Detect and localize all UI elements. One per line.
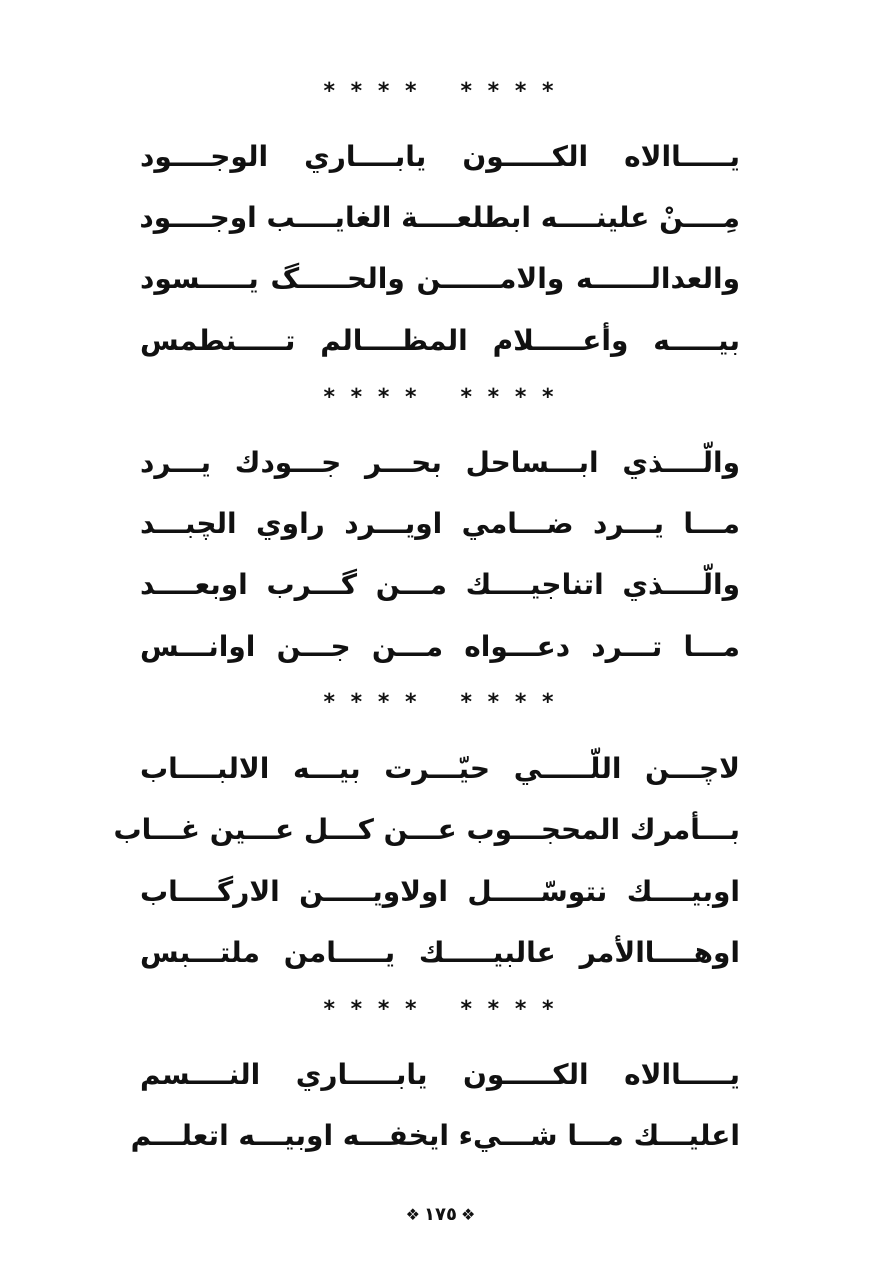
star-separator xyxy=(0,80,881,104)
verse-line: والعدالــــــه والامــــــن والحـــــگ يـــــسود xyxy=(140,262,740,295)
star-group-right: * * * * xyxy=(323,79,421,104)
verse-line: يـــــاالاه الكـــــون يابــــاري الوجــــود xyxy=(140,140,740,173)
ornament-icon: ❖ xyxy=(405,1205,421,1224)
verse-line: اوهــــاالأمر عالبيـــــك يـــــامن ملتـــبس xyxy=(140,936,740,969)
ornament-icon: ❖ xyxy=(460,1205,476,1224)
star-separator xyxy=(0,386,881,410)
star-group-left: * * * * xyxy=(460,79,558,104)
verse-line: اعليـــك مـــا شـــيء ايخفـــه اوبيـــه اتعلـــم xyxy=(130,1119,740,1152)
star-group-left: * * * * xyxy=(460,690,558,715)
star-group-right: * * * * xyxy=(323,690,421,715)
star-group-right: * * * * xyxy=(323,997,421,1022)
verse-line: يـــــاالاه الكـــــون يابـــــاري النــــسم xyxy=(140,1058,740,1091)
verse-line: والّــــذي اتناجيــــك مـــن گـــرب اوبعــــد xyxy=(140,568,740,601)
page-number: ١٧٥ xyxy=(424,1204,457,1225)
verse-line: والّــــذي ابـــساحل بحـــر جـــودك يـــرد xyxy=(140,446,740,479)
verse-line: لاچـــن اللّـــــي حيّـــرت بيـــه الالبــــاب xyxy=(140,752,740,785)
verse-line: مـــا يـــرد ضـــامي اويـــرد راوي الچبـــد xyxy=(140,507,740,540)
verse-line: مِــــنْ علينــــه ابطلعــــة الغايــــب اوجــــود xyxy=(139,201,740,234)
star-separator xyxy=(0,998,881,1022)
verse-line: بـــأمرك المحجـــوب عـــن كـــل عـــين غـــاب xyxy=(113,813,740,846)
page-number-footer xyxy=(0,1200,881,1230)
star-separator xyxy=(0,691,881,715)
verse-line: بيـــــه وأعـــــلام المظــــالم تـــــنطمس xyxy=(140,324,740,357)
star-group-left: * * * * xyxy=(460,385,558,410)
star-group-right: * * * * xyxy=(323,385,421,410)
verse-line: اوبيــــك نتوسّـــــل اولاويـــــن الارگــــاب xyxy=(140,875,740,908)
star-group-left: * * * * xyxy=(460,997,558,1022)
verse-line: مـــا تـــرد دعـــواه مـــن جـــن اوانـــس xyxy=(140,630,740,663)
